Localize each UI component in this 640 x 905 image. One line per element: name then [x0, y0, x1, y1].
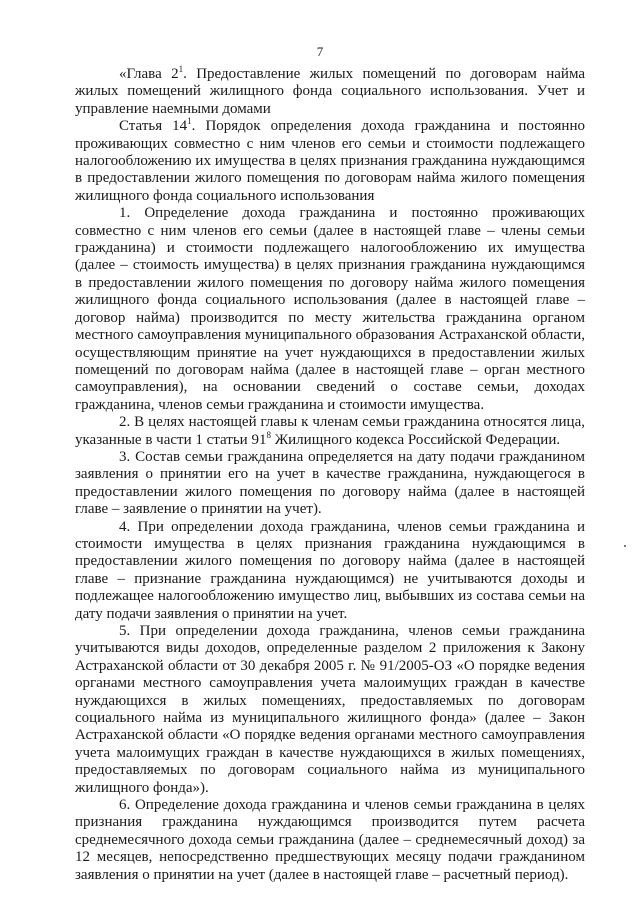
paragraph-3: 3. Состав семьи гражданина определяется на дату подачи гражданином заявления о принятии его на учет в качестве гражданина, нуждающегося в предоставлении жилого помещения по договору найма (далее в настоящей главе – заявление о принятии на учет). — [75, 448, 585, 518]
page-number: 7 — [316, 44, 324, 59]
paragraph-6: 6. Определение дохода гражданина и членов семьи гражданина в целях признания гражданина нуждающимся производится путем расчета среднемесячного дохода семьи гражданина (далее – среднемесячный доход) за 12 месяцев, непосредственно предшествующих месяцу подачи гражданином заявления о принятии на учет (далее в настоящей главе – расчетный период). — [75, 797, 585, 883]
article-heading — [75, 118, 585, 205]
paragraph-5: 5. При определении дохода гражданина, членов семьи гражданина учитываются виды доходов, определенные разделом 2 приложения к Закону Астраханской области от 30 декабря 2005 г. № 91/2005-ОЗ «О порядке ведения органами местного самоуправления учета малоимущих граждан в качестве нуждающихся в жилых помещениях, предоставляемых по договорам социального найма из муниципального жилищного фонда» (далее – Закон Астраханской области «О порядке ведения органами местного самоуправления учета малоимущих граждан в качестве нуждающихся в жилых помещениях, предоставляемых по договорам социального найма из муниципального жилищного фонда»). — [75, 623, 585, 796]
paragraph-1: 1. Определение дохода гражданина и постоянно проживающих совместно с ним членов его семьи (далее в настоящей главе – члены семьи гражданина) и стоимости подлежащего налогообложению их имущества (далее – стоимость имущества) в целях признания гражданина нуждающимся в предоставлении жилого помещения по договору найма жилого помещения жилищного фонда социального использования (далее в настоящей главе – договор найма) производится по месту жительства гражданина органом местного самоуправления муниципального образования Астраханской области, осуществляющим принятие на учет нуждающихся в предоставлении жилых помещений по договорам найма (далее в настоящей главе – орган местного самоуправления), на основании сведений о составе семьи, доходах гражданина, членов семьи гражданина и стоимости имущества. — [75, 205, 585, 413]
chapter-superscript: 1 — [178, 64, 184, 74]
scan-speck — [624, 545, 626, 547]
article-superscript: 1 — [187, 116, 192, 127]
paragraph-2-superscript: 8 — [266, 429, 271, 440]
chapter-title: . Предоставление жилых помещений по договорам найма жилых помещений жилищного фонда социального использования. Учет и управление наемными домами — [75, 66, 586, 117]
chapter-heading — [75, 66, 585, 118]
paragraph-2-text: 2. В целях настоящей главы к членам семьи гражданина относятся лица, указанные в части 1 статьи 91 — [75, 414, 585, 448]
article-title: . Порядок определения дохода гражданина и постоянно проживающих совместно с ним членов его семьи и стоимости подлежащего налогообложению их имущества в целях признания гражданина нуждающимся в предоставлении жилого помещения по договорам найма жилого помещения жилищного фонда социального использования — [75, 118, 585, 204]
document-body — [75, 66, 585, 884]
paragraph-2-tail: Жилищного кодекса Российской Федерации. — [270, 431, 561, 448]
article-prefix: Статья 14 — [119, 118, 188, 135]
paragraph-2 — [75, 414, 585, 449]
chapter-prefix: «Глава 2 — [119, 66, 179, 82]
paragraph-4: 4. При определении дохода гражданина, членов семьи гражданина и стоимости имущества в целях признания гражданина нуждающимся в предоставлении жилого помещения по договору найма (далее в настоящей главе – признание гражданина нуждающимся) не учитываются доходы и подлежащее налогообложению имущество лиц, выбывших из состава семьи на дату подачи заявления о принятии на учет. — [75, 518, 585, 622]
